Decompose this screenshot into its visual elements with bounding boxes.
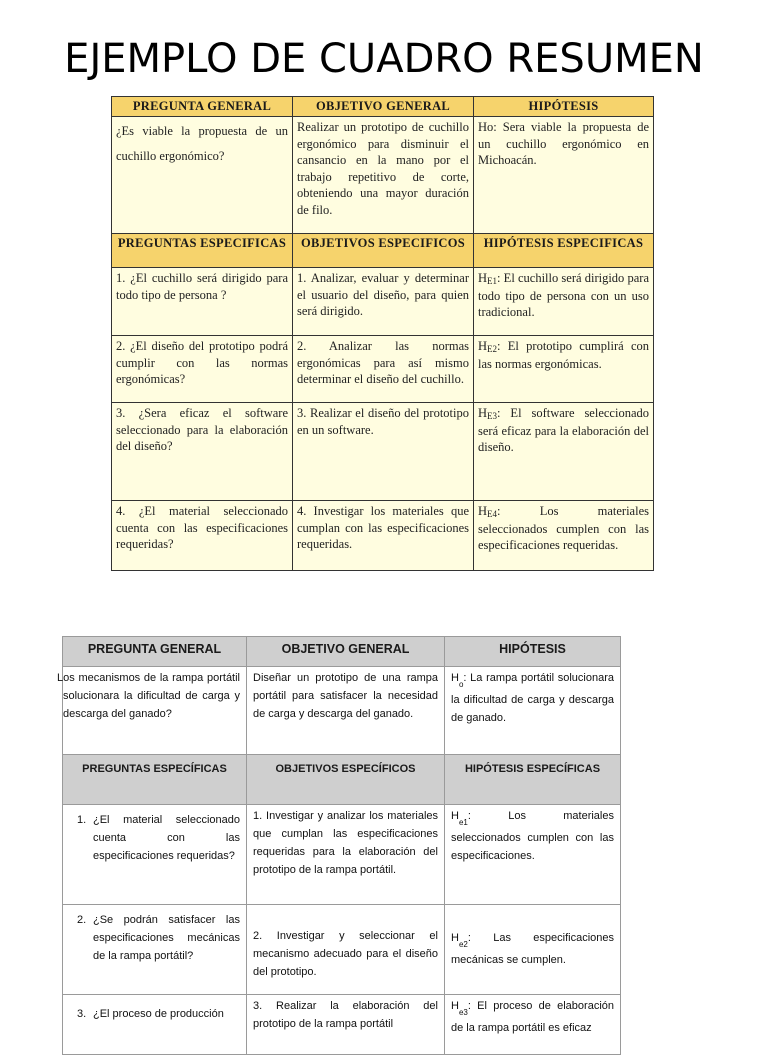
hyp-label: H: [478, 406, 488, 420]
general-question-cell: Los mecanismos de la rampa portátil solucionara la dificultad de carga y descarga del ganado?: [63, 667, 247, 755]
table-row: [112, 268, 654, 336]
list-item: [69, 1005, 240, 1023]
hyp-sub: e3: [458, 1008, 468, 1018]
table-row-general: [112, 117, 654, 234]
summary-table-ramp: [57, 636, 621, 1055]
item-number: 3.: [77, 1008, 87, 1020]
specific-question-cell: [63, 995, 247, 1055]
general-objective-cell: Diseñar un prototipo de una rampa portátil para satisfacer la necesidad de carga y descarga del ganado.: [247, 667, 445, 755]
header-general-objective: OBJETIVO GENERAL: [293, 97, 474, 117]
specific-hypothesis-cell: [445, 805, 621, 905]
hyp-label: H: [451, 672, 459, 684]
hyp-sub: E4: [487, 509, 498, 519]
table-row-general: [63, 667, 621, 755]
general-objective-cell: Realizar un prototipo de cuchillo ergonómico para disminuir el cansancio en la mano por el trabajo repetitivo de corte, obteniendo una mayor duración de filo.: [293, 117, 474, 234]
hyp-sub: E1: [487, 276, 498, 286]
header-general-question: PREGUNTA GENERAL: [112, 97, 293, 117]
specific-hypothesis-cell: [474, 501, 654, 571]
header-specific-objectives: OBJETIVOS ESPECIFICOS: [293, 234, 474, 268]
hyp-text: : Las especificaciones mecánicas se cumplen.: [451, 932, 614, 967]
general-hypothesis-cell: Ho: Sera viable la propuesta de un cuchillo ergonómico en Michoacán.: [474, 117, 654, 234]
hyp-text: : El cuchillo será dirigido para todo tipo de persona con un uso tradicional.: [478, 271, 649, 319]
specific-hypothesis-cell: [474, 268, 654, 336]
table-row: [112, 403, 654, 501]
table-header-row: [63, 637, 621, 667]
header-hypothesis: HIPÓTESIS: [445, 637, 621, 667]
hyp-label: H: [451, 810, 459, 822]
hyp-label: H: [451, 1000, 459, 1012]
specific-objective-cell: 2. Investigar y seleccionar el mecanismo adecuado para el diseño del prototipo.: [247, 905, 445, 995]
item-number: 1.: [77, 814, 87, 826]
hyp-label: H: [451, 932, 459, 944]
header-specific-questions: PREGUNTAS ESPECIFICAS: [112, 234, 293, 268]
specific-objective-cell: 4. Investigar los materiales que cumplan con las especificaciones requeridas.: [293, 501, 474, 571]
table-row: [112, 501, 654, 571]
specific-question-cell: 1. ¿El cuchillo será dirigido para todo tipo de persona ?: [112, 268, 293, 336]
page-title: EJEMPLO DE CUADRO RESUMEN: [64, 36, 704, 82]
hyp-label: H: [478, 504, 488, 518]
table-row: [63, 805, 621, 905]
specific-question-cell: 4. ¿El material seleccionado cuenta con las especificaciones requeridas?: [112, 501, 293, 571]
header-general-question: PREGUNTA GENERAL: [63, 637, 247, 667]
item-text: ¿El material seleccionado cuenta con las especificaciones requeridas?: [93, 814, 240, 862]
table-header-row: [112, 97, 654, 117]
table-row: [63, 905, 621, 995]
item-number: 2.: [77, 914, 87, 926]
hyp-label: H: [478, 271, 488, 285]
specific-question-cell: [63, 905, 247, 995]
header-specific-hypotheses: HIPÓTESIS ESPECIFICAS: [474, 234, 654, 268]
specific-question-cell: [63, 805, 247, 905]
hyp-text: : Los materiales seleccionados cumplen con las especificaciones.: [451, 810, 614, 863]
item-text: ¿Se podrán satisfacer las especificaciones mecánicas de la rampa portátil?: [93, 914, 240, 962]
table-row: [112, 336, 654, 403]
hyp-text: : El software seleccionado será eficaz para la elaboración del diseño.: [478, 406, 649, 454]
header-specific-objectives: OBJETIVOS ESPECÍFICOS: [247, 755, 445, 805]
header-hypothesis: HIPÓTESIS: [474, 97, 654, 117]
specific-question-cell: 3. ¿Sera eficaz el software seleccionado para la elaboración del diseño?: [112, 403, 293, 501]
table-subheader-row: [63, 755, 621, 805]
specific-objective-cell: 3. Realizar la elaboración del prototipo de la rampa portátil: [247, 995, 445, 1055]
hyp-text: : El proceso de elaboración de la rampa portátil es eficaz: [451, 1000, 614, 1035]
specific-hypothesis-cell: [445, 995, 621, 1055]
table-subheader-row: [112, 234, 654, 268]
hyp-sub: E2: [487, 344, 498, 354]
general-question-cell: ¿Es viable la propuesta de un cuchillo ergonómico?: [112, 117, 293, 234]
specific-hypothesis-cell: [474, 403, 654, 501]
list-item: [69, 911, 240, 965]
hyp-sub: e1: [458, 818, 468, 828]
item-text: ¿El proceso de producción: [93, 1008, 224, 1020]
specific-objective-cell: 1. Analizar, evaluar y determinar el usuario del diseño, para quien será dirigido.: [293, 268, 474, 336]
hyp-label: H: [478, 339, 488, 353]
hyp-text: : La rampa portátil solucionara la dificultad de carga y descarga de ganado.: [451, 672, 614, 725]
hyp-sub: o: [458, 680, 464, 690]
hyp-text: : Los materiales seleccionados cumplen con las especificaciones requeridas.: [478, 504, 649, 552]
specific-objective-cell: 3. Realizar el diseño del prototipo en un software.: [293, 403, 474, 501]
specific-hypothesis-cell: [474, 336, 654, 403]
specific-question-cell: 2. ¿El diseño del prototipo podrá cumplir con las normas ergonómicas?: [112, 336, 293, 403]
summary-table-knife: [111, 96, 654, 571]
general-hypothesis-cell: [445, 667, 621, 755]
table-row: [63, 995, 621, 1055]
specific-objective-cell: 2. Analizar las normas ergonómicas para así mismo determinar el diseño del cuchillo.: [293, 336, 474, 403]
header-general-objective: OBJETIVO GENERAL: [247, 637, 445, 667]
header-specific-hypotheses: HIPÓTESIS ESPECÍFICAS: [445, 755, 621, 805]
list-item: [69, 811, 240, 865]
hyp-sub: E3: [487, 411, 498, 421]
header-specific-questions: PREGUNTAS ESPECÍFICAS: [63, 755, 247, 805]
specific-hypothesis-cell: [445, 905, 621, 995]
hyp-sub: e2: [458, 940, 468, 950]
hyp-text: : El prototipo cumplirá con las normas ergonómicas.: [478, 339, 649, 371]
specific-objective-cell: 1. Investigar y analizar los materiales que cumplan las especificaciones requeridas para la elaboración del prototipo de la rampa portátil.: [247, 805, 445, 905]
